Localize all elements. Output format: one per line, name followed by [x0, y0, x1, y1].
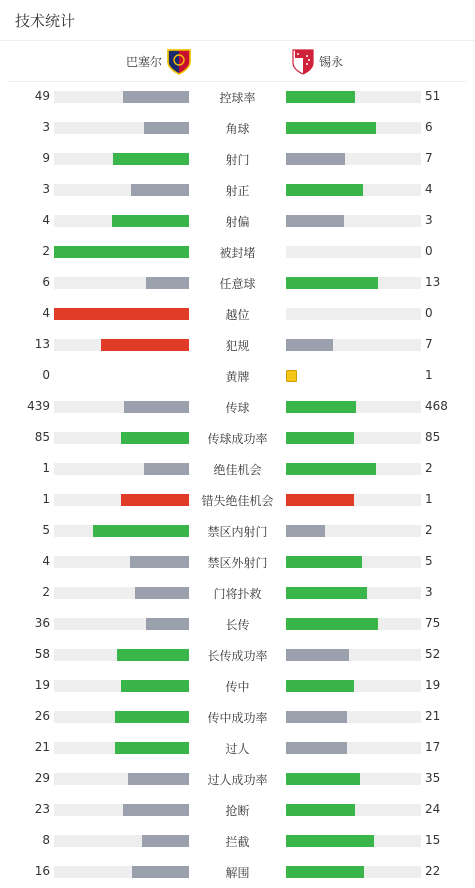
stat-label: 射偏	[225, 215, 250, 229]
home-bar-fill	[135, 587, 189, 599]
home-bar-fill	[121, 432, 189, 444]
stat-label: 拦截	[225, 835, 250, 849]
teams-header	[8, 41, 466, 82]
away-bar-track	[286, 339, 421, 351]
away-value: 15	[425, 833, 441, 847]
away-value: 17	[425, 740, 441, 754]
stat-label: 抢断	[225, 804, 250, 818]
home-bar-fill	[101, 339, 189, 351]
home-bar-fill	[115, 742, 189, 754]
away-value: 75	[425, 616, 441, 630]
home-bar-track	[54, 587, 189, 599]
stat-label: 犯规	[225, 339, 250, 353]
stat-row	[0, 454, 475, 485]
away-bar-fill	[286, 649, 349, 661]
stat-row	[0, 330, 475, 361]
home-bar-fill	[54, 246, 189, 258]
home-bar-fill	[93, 525, 189, 537]
home-bar-fill	[146, 277, 189, 289]
home-value: 0	[42, 368, 50, 382]
away-bar-track	[286, 463, 421, 475]
home-bar-track	[54, 525, 189, 537]
away-bar-track	[286, 618, 421, 630]
away-bar-fill	[286, 680, 354, 692]
home-value: 4	[42, 213, 50, 227]
home-value: 5	[42, 523, 50, 537]
away-bar-track	[286, 773, 421, 785]
stat-row	[0, 361, 475, 392]
stat-label: 长传	[225, 618, 250, 632]
stat-row	[0, 144, 475, 175]
away-bar-track	[286, 215, 421, 227]
stat-label: 射门	[225, 153, 250, 167]
home-bar-track	[54, 742, 189, 754]
home-bar-track	[54, 153, 189, 165]
away-bar-track	[286, 308, 421, 320]
home-value: 29	[34, 771, 50, 785]
home-bar-track	[54, 215, 189, 227]
home-value: 4	[42, 554, 50, 568]
away-bar-track	[286, 122, 421, 134]
away-bar-track	[286, 91, 421, 103]
away-bar-fill	[286, 835, 374, 847]
away-bar-track	[286, 587, 421, 599]
away-bar-fill	[286, 153, 345, 165]
away-bar-track	[286, 184, 421, 196]
home-value: 26	[34, 709, 50, 723]
away-bar-fill	[286, 804, 355, 816]
stat-row	[0, 392, 475, 423]
away-bar-track	[286, 556, 421, 568]
away-value: 52	[425, 647, 441, 661]
home-bar-fill	[112, 215, 189, 227]
stat-row	[0, 795, 475, 826]
home-value: 3	[42, 120, 50, 134]
home-value: 1	[42, 492, 50, 506]
away-bar-track	[286, 494, 421, 506]
away-bar-fill	[286, 184, 363, 196]
home-team-name[interactable]: 巴塞尔	[125, 55, 162, 69]
home-bar-fill	[124, 401, 189, 413]
away-bar-track	[286, 742, 421, 754]
stat-row	[0, 175, 475, 206]
home-value: 23	[34, 802, 50, 816]
away-value: 0	[425, 244, 433, 258]
away-bar-fill	[286, 618, 378, 630]
stat-label: 传中	[225, 680, 250, 694]
home-value: 19	[34, 678, 50, 692]
away-value: 51	[425, 89, 441, 103]
away-value: 35	[425, 771, 441, 785]
stat-label: 黄牌	[225, 370, 250, 384]
away-value: 3	[425, 585, 433, 599]
stat-row	[0, 206, 475, 237]
away-value: 0	[425, 306, 433, 320]
stat-label: 门将扑救	[213, 587, 262, 601]
stat-label: 解围	[225, 866, 250, 880]
away-bar-track	[286, 649, 421, 661]
home-value: 8	[42, 833, 50, 847]
stat-label: 越位	[225, 308, 250, 322]
away-bar-track	[286, 432, 421, 444]
away-bar-fill	[286, 122, 376, 134]
away-bar-fill	[286, 866, 364, 878]
away-bar-fill	[286, 742, 347, 754]
home-value: 36	[34, 616, 50, 630]
away-bar-fill	[286, 215, 344, 227]
home-value: 4	[42, 306, 50, 320]
home-bar-track	[54, 122, 189, 134]
away-value: 1	[425, 368, 433, 382]
away-bar-track	[286, 804, 421, 816]
away-value: 2	[425, 461, 433, 475]
away-value: 21	[425, 709, 441, 723]
away-bar-track	[286, 153, 421, 165]
stat-label: 传球成功率	[207, 432, 268, 446]
home-value: 58	[34, 647, 50, 661]
home-bar-track	[54, 494, 189, 506]
stat-label: 传中成功率	[207, 711, 268, 725]
stat-label: 绝佳机会	[213, 463, 262, 477]
home-bar-track	[54, 866, 189, 878]
home-bar-fill	[146, 618, 189, 630]
home-team-crest-icon[interactable]	[166, 48, 192, 75]
home-bar-track	[54, 463, 189, 475]
stat-row	[0, 826, 475, 857]
home-bar-track	[54, 184, 189, 196]
away-value: 19	[425, 678, 441, 692]
stat-row	[0, 237, 475, 268]
home-bar-track	[54, 401, 189, 413]
home-bar-fill	[115, 711, 189, 723]
home-value: 6	[42, 275, 50, 289]
away-bar-track	[286, 680, 421, 692]
home-value: 16	[34, 864, 50, 878]
home-bar-fill	[132, 866, 189, 878]
away-value: 7	[425, 337, 433, 351]
away-bar-fill	[286, 339, 333, 351]
home-value: 9	[42, 151, 50, 165]
home-bar-fill	[121, 680, 189, 692]
home-bar-track	[54, 773, 189, 785]
stat-label: 过人	[225, 742, 250, 756]
home-bar-track	[54, 339, 189, 351]
away-team-name[interactable]: 锡永	[319, 55, 344, 69]
stat-label: 过人成功率	[207, 773, 268, 787]
home-value: 85	[34, 430, 50, 444]
away-bar-track	[286, 866, 421, 878]
home-bar-fill	[54, 308, 189, 320]
stat-row	[0, 702, 475, 733]
stat-row	[0, 299, 475, 330]
away-bar-track	[286, 401, 421, 413]
home-bar-fill	[144, 122, 189, 134]
home-value: 2	[42, 585, 50, 599]
away-team-crest-icon[interactable]	[292, 48, 314, 75]
stat-row	[0, 640, 475, 671]
home-bar-fill	[123, 804, 189, 816]
home-bar-fill	[131, 184, 189, 196]
home-bar-track	[54, 432, 189, 444]
stat-row	[0, 423, 475, 454]
away-value: 22	[425, 864, 441, 878]
away-bar-track	[286, 525, 421, 537]
home-value: 2	[42, 244, 50, 258]
away-bar-fill	[286, 91, 355, 103]
home-value: 21	[34, 740, 50, 754]
away-bar-fill	[286, 556, 362, 568]
stat-row	[0, 516, 475, 547]
away-value: 24	[425, 802, 441, 816]
home-value: 13	[34, 337, 50, 351]
stat-label: 错失绝佳机会	[201, 494, 274, 508]
stat-label: 角球	[225, 122, 250, 136]
stat-label: 被封堵	[219, 246, 256, 260]
stat-row	[0, 547, 475, 578]
home-value: 439	[27, 399, 50, 413]
away-value: 5	[425, 554, 433, 568]
home-bar-track	[54, 91, 189, 103]
page-title: 技术统计	[15, 12, 76, 30]
home-bar-track	[54, 308, 189, 320]
stat-label: 禁区外射门	[207, 556, 268, 570]
home-value: 3	[42, 182, 50, 196]
home-bar-track	[54, 556, 189, 568]
stat-label: 任意球	[219, 277, 256, 291]
away-value: 85	[425, 430, 441, 444]
stat-label: 射正	[225, 184, 250, 198]
home-bar-track	[54, 711, 189, 723]
away-bar-fill	[286, 525, 325, 537]
away-value: 6	[425, 120, 433, 134]
title-bar	[0, 0, 475, 41]
away-bar-track	[286, 246, 421, 258]
home-bar-fill	[128, 773, 189, 785]
away-value: 4	[425, 182, 433, 196]
home-bar-fill	[117, 649, 189, 661]
away-bar-fill	[286, 277, 378, 289]
away-bar-fill	[286, 432, 354, 444]
home-bar-track	[54, 804, 189, 816]
home-bar-fill	[113, 153, 189, 165]
away-value: 13	[425, 275, 441, 289]
away-value: 3	[425, 213, 433, 227]
away-value: 468	[425, 399, 448, 413]
home-bar-track	[54, 649, 189, 661]
away-bar-fill	[286, 463, 376, 475]
stat-row	[0, 609, 475, 640]
away-bar-fill	[286, 587, 367, 599]
stat-label: 长传成功率	[207, 649, 268, 663]
home-value: 1	[42, 461, 50, 475]
stat-label: 传球	[225, 401, 250, 415]
stat-row	[0, 113, 475, 144]
home-bar-track	[54, 680, 189, 692]
home-bar-fill	[130, 556, 189, 568]
home-bar-fill	[144, 463, 189, 475]
stat-row	[0, 268, 475, 299]
away-value: 1	[425, 492, 433, 506]
home-bar-track	[54, 246, 189, 258]
home-value: 49	[34, 89, 50, 103]
away-bar-fill	[286, 401, 356, 413]
away-bar-track	[286, 711, 421, 723]
away-bar-track	[286, 835, 421, 847]
away-value: 2	[425, 523, 433, 537]
away-bar-fill	[286, 773, 360, 785]
stat-row	[0, 671, 475, 702]
home-bar-track	[54, 835, 189, 847]
away-value: 7	[425, 151, 433, 165]
home-bar-track	[54, 618, 189, 630]
away-bar-track	[286, 277, 421, 289]
home-bar-fill	[121, 494, 189, 506]
away-bar-fill	[286, 711, 347, 723]
stat-row	[0, 485, 475, 516]
stat-label: 控球率	[219, 91, 256, 105]
stat-label: 禁区内射门	[207, 525, 268, 539]
away-bar-fill	[286, 494, 354, 506]
stat-row	[0, 764, 475, 795]
home-bar-fill	[142, 835, 189, 847]
stat-row	[0, 733, 475, 764]
yellow-card-icon	[286, 370, 297, 382]
stat-row	[0, 82, 475, 113]
home-bar-fill	[123, 91, 189, 103]
stat-row	[0, 857, 475, 888]
home-bar-track	[54, 277, 189, 289]
stat-row	[0, 578, 475, 609]
